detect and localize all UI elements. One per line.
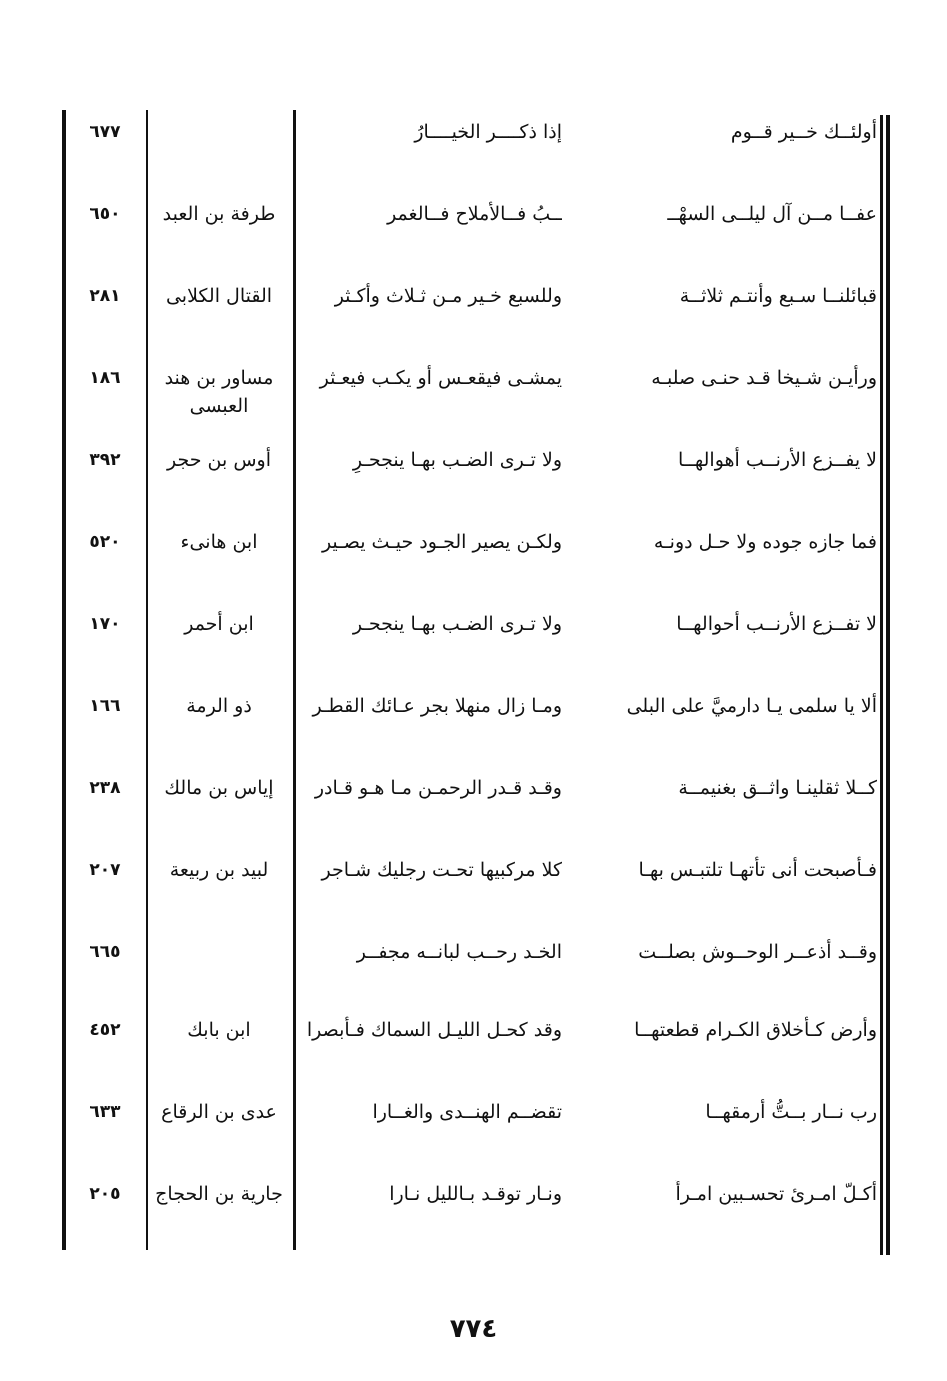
verse-row [0, 774, 947, 854]
page-reference: ٣٩٢ [89, 450, 121, 470]
page-reference: ٦٧٧ [89, 122, 121, 142]
poet-name: أوس بن حجر [167, 449, 271, 471]
first-hemistich: فما جازه جوده ولا حـل دونـه [653, 531, 877, 553]
second-hemistich: ولا تـرى الضـب بهـا ينجحـرِ [352, 449, 562, 471]
verse-row [0, 856, 947, 936]
verse-row [0, 282, 947, 362]
poet-name: طرفة بن العبد [162, 203, 276, 225]
verse-row [0, 610, 947, 690]
second-hemistich: ونـار توقـد بـالليل نـارا [389, 1183, 562, 1205]
page-reference: ٢٨١ [89, 286, 121, 306]
second-hemistich: يمشـى فيقعـس أو يكـب فيعـثر [319, 367, 562, 389]
page-reference: ٢٠٧ [89, 860, 121, 880]
page-reference: ١٨٦ [89, 368, 121, 388]
first-hemistich: فـأصبحت أنى تأتهـا تلتبـس بهـا [638, 859, 877, 881]
second-hemistich: ومـا زال منهلا بجر عـائك القطـر [312, 695, 562, 717]
poet-name: عدى بن الرقاع [161, 1101, 277, 1123]
verse-row [0, 1098, 947, 1178]
second-hemistich: الخـد رحــب لبانــه مجفــر [356, 941, 562, 963]
verse-row [0, 528, 947, 608]
verse-row [0, 1016, 947, 1096]
second-hemistich: ولا تـرى الضـب بهـا ينجحـر [352, 613, 562, 635]
second-hemistich: وللسبع خـير مـن ثـلاث وأكـثر [334, 285, 562, 307]
verse-row [0, 364, 947, 444]
first-hemistich: عفــا مــن آل ليلــى السهْــ [667, 203, 877, 225]
first-hemistich: ورأيـن شـيخا قـد حنـى صلبـه [651, 367, 877, 389]
poet-name: ابن بابك [187, 1019, 251, 1041]
second-hemistich: تقضــم الهنــدى والغــارا [372, 1101, 562, 1123]
page-reference: ٢٠٥ [89, 1184, 121, 1204]
second-hemistich: إذا ذكــــر الخيــــارُ [414, 121, 562, 143]
first-hemistich: لا تفــزع الأرنــب أحوالهــا [676, 613, 877, 635]
poet-name: ابن هانىء [180, 531, 258, 553]
page-reference: ١٧٠ [89, 614, 121, 634]
poet-name: إياس بن مالك [164, 777, 274, 799]
verse-row [0, 1180, 947, 1260]
page-number: ٧٧٤ [449, 1314, 498, 1344]
page-reference: ١٦٦ [89, 696, 121, 716]
second-hemistich: وقد كحـل الليـل السماك فـأبصرا [306, 1019, 562, 1041]
verse-row [0, 200, 947, 280]
first-hemistich: أكـلّ امـرئ تحسـبين امـرأً [675, 1183, 877, 1205]
verse-row [0, 692, 947, 772]
second-hemistich: ولكـن يصير الجـود حيـث يصـير [321, 531, 562, 553]
first-hemistich: كــلا ثقلينـا واثــق بغنيمــة [678, 777, 877, 799]
second-hemistich: ــبُ فــالأملاح فــالغمر [387, 203, 562, 225]
first-hemistich: لا يفــزع الأرنــب أهوالهــا [677, 449, 877, 471]
first-hemistich: أولئــك خــير قــوم [730, 121, 877, 143]
verse-row [0, 938, 947, 1018]
poet-name: ذو الرمة [186, 695, 252, 717]
poet-name: ابن أحمر [184, 613, 254, 635]
verse-row [0, 118, 947, 198]
page-reference: ٢٣٨ [89, 778, 121, 798]
poet-name: القتال الكلابى [165, 285, 273, 307]
second-hemistich: وقـد قـدر الرحمـن مـا هـو قـادر [314, 777, 562, 799]
first-hemistich: قبائلنــا سـبع وأنتـم ثلاثــة [679, 285, 877, 307]
poet-name: لبيد بن ربيعة [169, 859, 269, 881]
page-reference: ٦٥٠ [89, 204, 121, 224]
poet-name: مساور بن هند العبسى [164, 367, 274, 417]
verse-row [0, 446, 947, 526]
page-reference: ٥٢٠ [89, 532, 121, 552]
first-hemistich: وقــد أذعــر الوحــوش بصلــت [638, 941, 877, 963]
page-reference: ٦٦٥ [89, 942, 121, 962]
first-hemistich: ألا يا سلمى يـا دارميَّ على البلى [626, 695, 877, 717]
page-reference: ٤٥٢ [89, 1020, 121, 1040]
first-hemistich: رب نــار بــتُّ أرمقهــا [705, 1101, 877, 1123]
first-hemistich: وأرض كـأخلاق الكـرام قطعتهــا [634, 1019, 877, 1041]
poet-name: جارية بن الحجاج [155, 1183, 283, 1205]
second-hemistich: كلا مركبيها تحـت رجليك شـاجر [321, 859, 562, 881]
page-reference: ٦٣٣ [89, 1102, 121, 1122]
